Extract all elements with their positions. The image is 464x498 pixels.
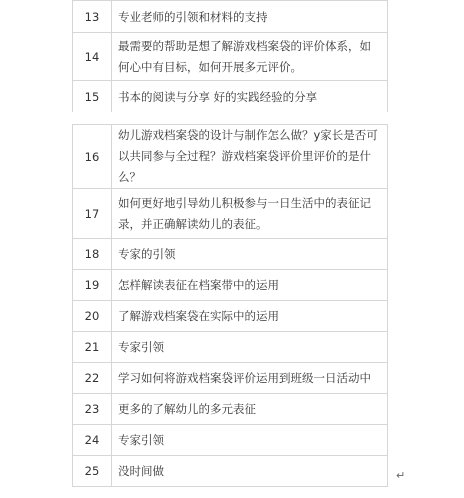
row-text: 没时间做 [112, 456, 388, 487]
survey-table-bottom [72, 124, 388, 487]
row-text: 专家的引领 [112, 239, 388, 270]
table-row [73, 125, 388, 189]
table-row [73, 189, 388, 239]
table-row [73, 81, 388, 113]
survey-table-top [72, 0, 388, 113]
table-row [73, 239, 388, 270]
paragraph-mark-icon: ↵ [396, 469, 406, 482]
row-number: 17 [73, 189, 112, 239]
row-number: 25 [73, 456, 112, 487]
row-number: 18 [73, 239, 112, 270]
table-row [73, 1, 388, 33]
row-text: 学习如何将游戏档案袋评价运用到班级一日活动中 [112, 363, 388, 394]
table-row [73, 33, 388, 81]
row-number: 19 [73, 270, 112, 301]
table-row [73, 301, 388, 332]
row-text: 了解游戏档案袋在实际中的运用 [112, 301, 388, 332]
row-number: 24 [73, 425, 112, 456]
row-text: 书本的阅读与分享 好的实践经验的分享 [112, 81, 388, 113]
row-number: 13 [73, 1, 112, 33]
row-text: 专业老师的引领和材料的支持 [112, 1, 388, 33]
table-row [73, 394, 388, 425]
row-text: 怎样解读表征在档案带中的运用 [112, 270, 388, 301]
table-row [73, 456, 388, 487]
row-number: 23 [73, 394, 112, 425]
row-number: 22 [73, 363, 112, 394]
row-number: 14 [73, 33, 112, 81]
row-text: 专家引领 [112, 425, 388, 456]
row-text: 最需要的帮助是想了解游戏档案袋的评价体系，如何心中有目标，如何开展多元评价。 [112, 33, 388, 81]
row-number: 16 [73, 125, 112, 189]
row-text: 更多的了解幼儿的多元表征 [112, 394, 388, 425]
table-row [73, 363, 388, 394]
row-text: 幼儿游戏档案袋的设计与制作怎么做？y家长是否可以共同参与全过程？游戏档案袋评价里评价的是什么？ [112, 125, 388, 189]
page-break-gap [0, 112, 464, 124]
table-row [73, 425, 388, 456]
row-text: 如何更好地引导幼儿积极参与一日生活中的表征记录，并正确解读幼儿的表征。 [112, 189, 388, 239]
row-number: 15 [73, 81, 112, 113]
row-number: 21 [73, 332, 112, 363]
table-row [73, 270, 388, 301]
row-text: 专家引领 [112, 332, 388, 363]
row-number: 20 [73, 301, 112, 332]
table-row [73, 332, 388, 363]
